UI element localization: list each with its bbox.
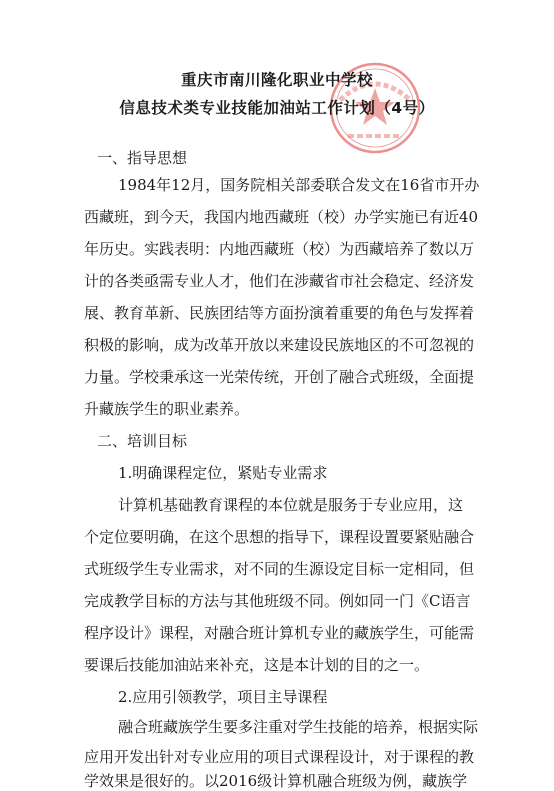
paragraph-line: 完成教学目标的方法与其他班级不同。例如同一门《C语言 <box>84 592 471 610</box>
paragraph-line: 应用开发出针对专业应用的项目式课程设计，对于课程的教 <box>84 748 475 766</box>
paragraph-line: 融合班藏族学生要多注重对学生技能的培养，根据实际 <box>118 718 479 736</box>
paragraph-line: 力量。学校秉承这一光荣传统，开创了融合式班级，全面提 <box>84 368 475 386</box>
paragraph-line: 西藏班，到今天，我国内地西藏班（校）办学实施已有近40 <box>84 208 479 226</box>
paragraph-line: 1984年12月，国务院相关部委联合发文在16省市开办 <box>118 176 480 194</box>
school-name: 重庆市南川隆化职业中学校 <box>180 71 373 89</box>
paragraph-line: 展、教育革新、民族团结等方面扮演着重要的角色与发挥着 <box>84 304 475 322</box>
paragraph-line: 个定位要明确，在这个思想的指导下，课程设置要紧贴融合 <box>84 528 475 546</box>
section-heading-training-goals: 二、培训目标 <box>97 432 188 450</box>
section-heading-guiding-thought: 一、指导思想 <box>97 149 188 167</box>
subheading-course-positioning: 1.明确课程定位，紧贴专业需求 <box>118 464 328 482</box>
paragraph-line: 式班级学生专业需求，对不同的生源设定目标一定相同，但 <box>84 560 475 578</box>
paragraph-line: 程序设计》课程，对融合班计算机专业的藏族学生，可能需 <box>84 624 475 642</box>
paragraph-line: 计算机基础教育课程的本位就是服务于专业应用，这 <box>118 496 464 514</box>
paragraph-line: 要课后技能加油站来补充，这是本计划的目的之一。 <box>84 656 430 674</box>
paragraph-line: 计的各类亟需专业人才，他们在涉藏省市社会稳定、经济发 <box>84 272 475 290</box>
paragraph-line: 积极的影响，成为改革开放以来建设民族地区的不可忽视的 <box>84 336 475 354</box>
plan-title: 信息技术类专业技能加油站工作计划（4号） <box>119 99 435 117</box>
paragraph-line: 学效果是很好的。以2016级计算机融合班级为例，藏族学 <box>84 772 468 790</box>
subheading-application-led: 2.应用引领教学，项目主导课程 <box>118 688 328 706</box>
paragraph-line: 年历史。实践表明：内地西藏班（校）为西藏培养了数以万 <box>84 240 475 258</box>
paragraph-line: 升藏族学生的职业素养。 <box>84 400 250 418</box>
